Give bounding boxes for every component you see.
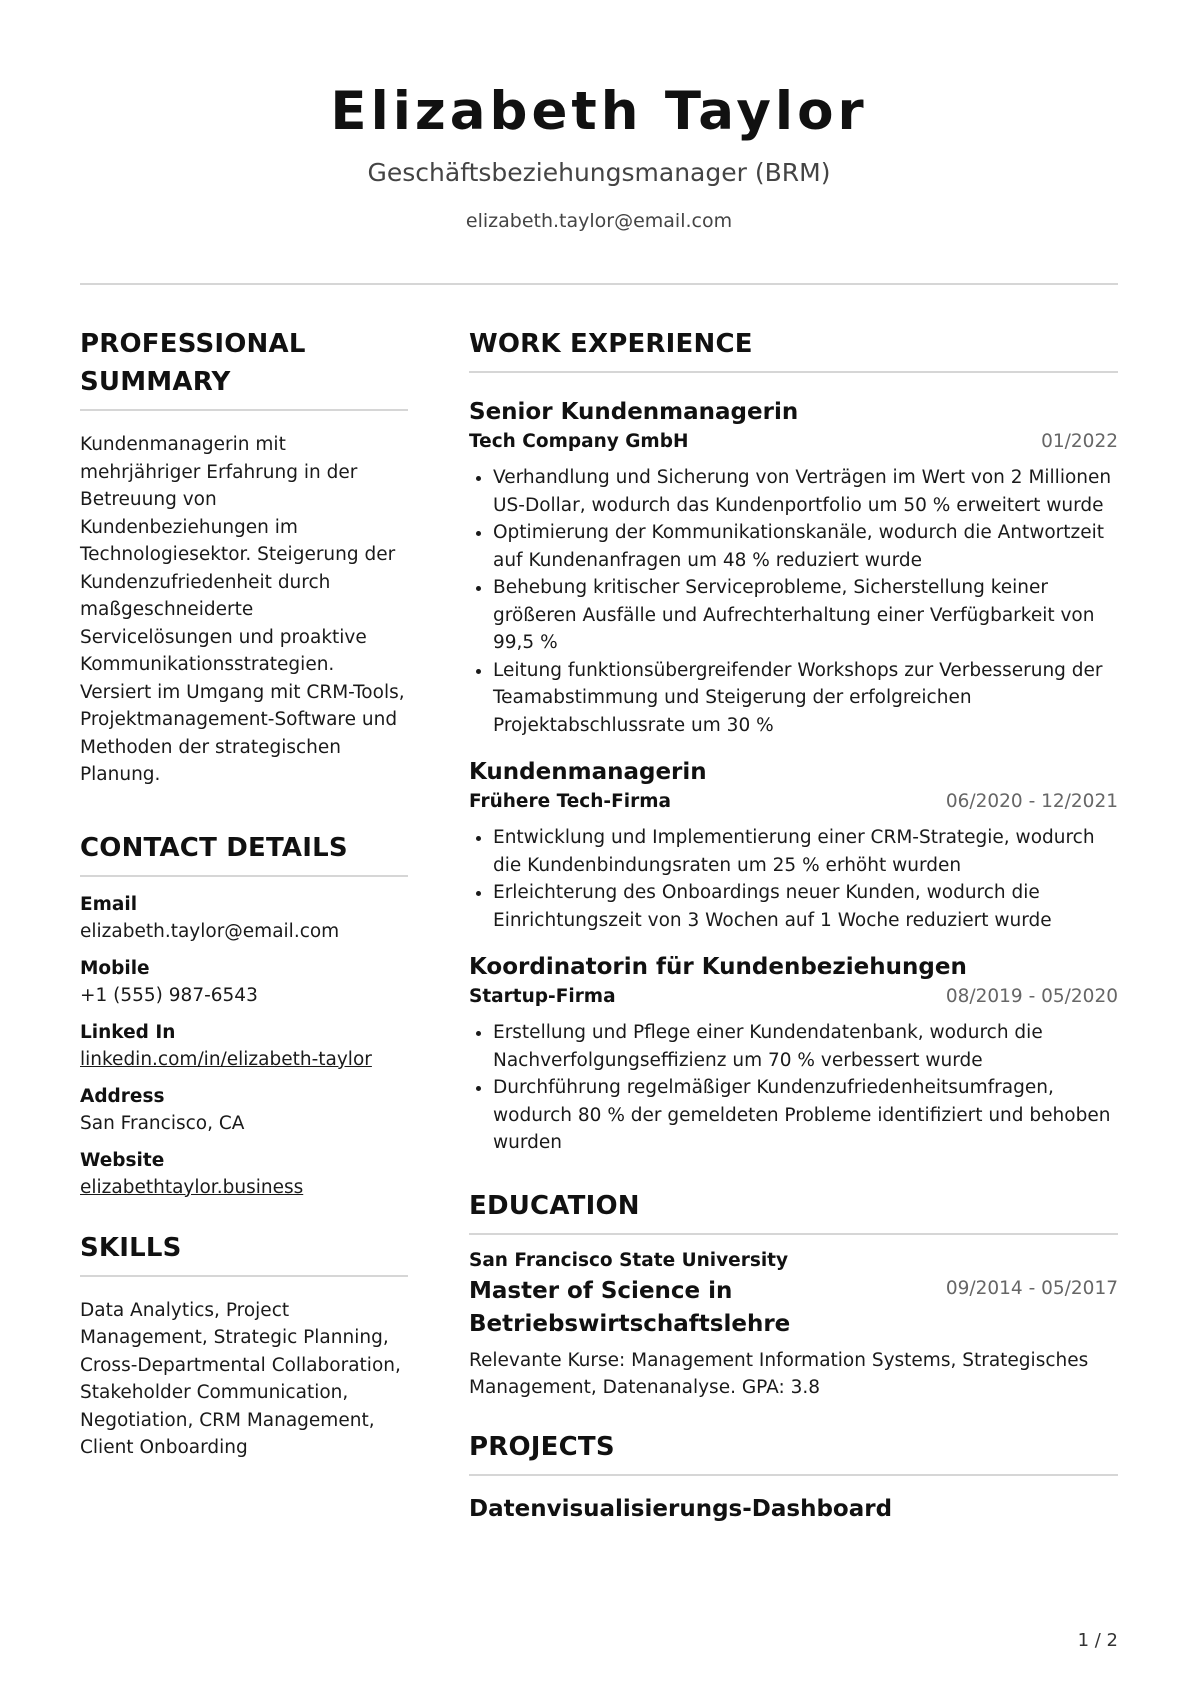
candidate-role: Geschäftsbeziehungsmanager (BRM) [367,157,831,187]
work-heading: WORK EXPERIENCE [469,329,753,359]
job-entry [469,952,1118,1157]
job-meta [469,983,1118,1011]
section-divider [469,1474,1118,1476]
address-label: Address [80,1085,165,1107]
linkedin-link[interactable]: linkedin.com/in/elizabeth-taylor [80,1048,372,1070]
job-company: Frühere Tech-Firma [469,791,671,812]
job-bullet: • Erstellung und Pflege einer Kundendatenbank, wodurch die Nachverfolgungseffizienz um 70 % verbessert wurde [493,1019,1118,1074]
contact-heading: CONTACT DETAILS [80,832,348,863]
section-divider [80,409,408,411]
candidate-name: Elizabeth Taylor [330,81,868,142]
skills-section [80,1229,408,1462]
job-meta [469,788,1118,816]
education-date: 09/2014 - 05/2017 [945,1277,1118,1299]
section-divider [80,875,408,877]
job-date: 08/2019 - 05/2020 [945,986,1118,1007]
left-column [80,325,408,1462]
job-company: Startup-Firma [469,986,616,1007]
job-bullets [469,1019,1118,1157]
work-section [469,325,1118,1157]
contact-list [80,891,408,1201]
education-section [469,1187,1118,1402]
projects-heading: PROJECTS [469,1431,615,1462]
job-company: Tech Company GmbH [469,431,689,452]
mobile-value: +1 (555) 987-6543 [80,984,258,1006]
job-bullet: • Verhandlung und Sicherung von Verträgen im Wert von 2 Millionen US-Dollar, wodurch das Kundenportfolio um 50 % erweitert wurde [493,464,1118,519]
job-title: Senior Kundenmanagerin [469,399,799,425]
linkedin-label: Linked In [80,1021,176,1043]
mobile-label: Mobile [80,957,150,979]
job-bullet: • Behebung kritischer Serviceprobleme, Sicherstellung keiner größeren Ausfälle und Aufrechterhaltung einer Verfügbarkeit von 99,5 % [493,574,1118,657]
education-degree: Master of Science in Betriebswirtschaftslehre [469,1277,791,1337]
education-meta [469,1275,1118,1341]
project-title: Datenvisualisierungs-Dashboard [469,1495,893,1522]
contact-section [80,829,408,1201]
skills-heading: SKILLS [80,1232,182,1263]
website-label: Website [80,1149,165,1171]
email-label: Email [80,893,138,915]
resume-header [80,80,1118,232]
projects-section [469,1428,1118,1525]
header-divider [80,283,1118,285]
education-heading: EDUCATION [469,1190,640,1221]
email-value: elizabeth.taylor@email.com [80,920,340,942]
education-school: San Francisco State University [469,1249,789,1271]
job-bullets [469,824,1118,934]
job-entry [469,397,1118,739]
job-entry [469,757,1118,934]
job-date: 01/2022 [1041,431,1118,452]
summary-heading: PROFESSIONAL SUMMARY [80,329,306,397]
summary-section [80,325,408,789]
section-divider [80,1275,408,1277]
summary-text: Kundenmanagerin mit mehrjähriger Erfahrung in der Betreuung von Kundenbeziehungen im Technologiesektor. Steigerung der Kundenzufriedenheit durch maßgeschneiderte Servicelösungen und proaktive Kommunikationsstrategien. Versiert im Umgang mit CRM-Tools, Projektmanagement-Software und Methoden der strategischen Planung. [80,434,405,785]
education-courses: Relevante Kurse: Management Information Systems, Strategisches Management, Datenanalyse. GPA: 3.8 [469,1349,1089,1398]
job-title: Kundenmanagerin [469,759,707,785]
job-bullet: • Erleichterung des Onboardings neuer Kunden, wodurch die Einrichtungszeit von 3 Wochen auf 1 Woche reduziert wurde [493,879,1118,934]
header-email: elizabeth.taylor@email.com [465,209,733,232]
section-divider [469,1233,1118,1235]
section-divider [469,371,1118,373]
job-bullet: • Entwicklung und Implementierung einer CRM-Strategie, wodurch die Kundenbindungsraten um 25 % erhöht wurden [493,824,1118,879]
job-meta [469,428,1118,456]
address-value: San Francisco, CA [80,1112,245,1134]
page-number: 1 / 2 [1077,1630,1118,1651]
job-bullets [469,464,1118,739]
job-bullet: • Durchführung regelmäßiger Kundenzufriedenheitsumfragen, wodurch 80 % der gemeldeten Probleme identifiziert und behoben wurden [493,1074,1118,1157]
job-date: 06/2020 - 12/2021 [945,791,1118,812]
right-column [469,325,1118,1525]
job-title: Koordinatorin für Kundenbeziehungen [469,954,967,980]
job-bullet: • Optimierung der Kommunikationskanäle, wodurch die Antwortzeit auf Kundenanfragen um 48 % reduziert wurde [493,519,1118,574]
job-bullet: • Leitung funktionsübergreifender Workshops zur Verbesserung der Teamabstimmung und Steigerung der erfolgreichen Projektabschlussrate um 30 % [493,657,1118,740]
website-link[interactable]: elizabethtaylor.business [80,1176,304,1198]
skills-text: Data Analytics, Project Management, Strategic Planning, Cross-Departmental Collaboration, Stakeholder Communication, Negotiation, CRM Management, Client Onboarding [80,1299,401,1458]
